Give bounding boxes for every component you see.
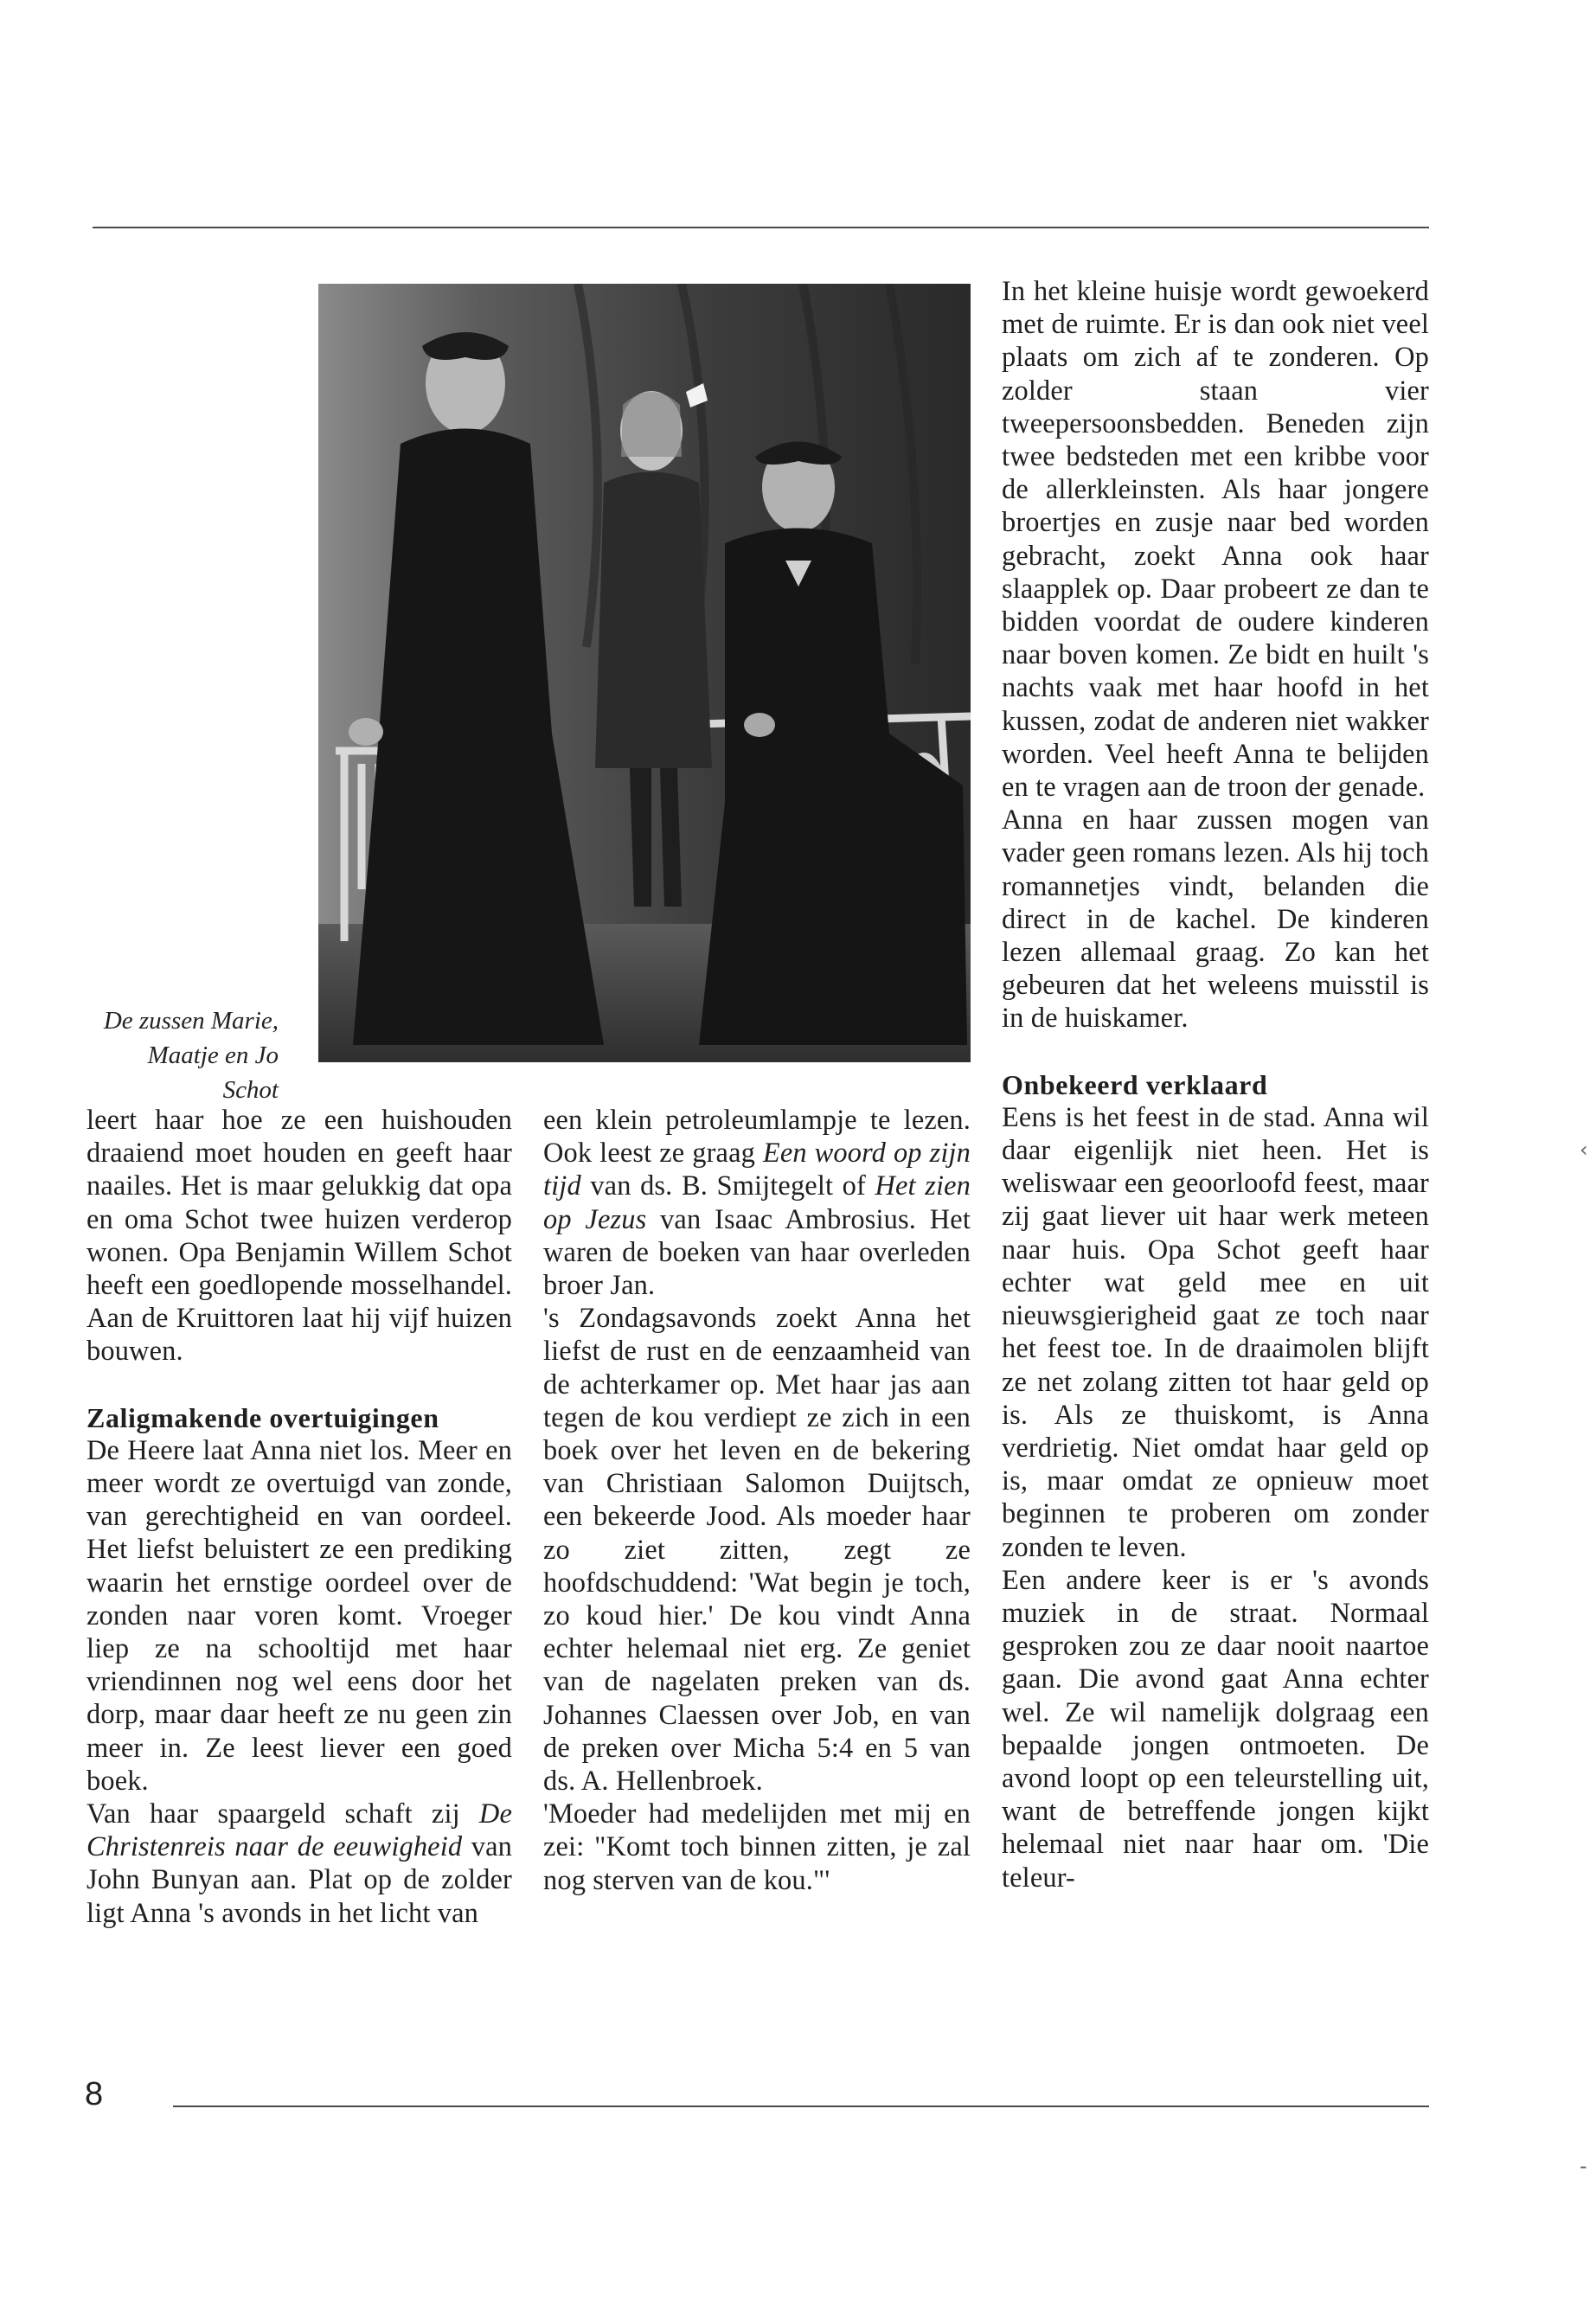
paragraph: 'Moeder had medelijden met mij en zei: "Komt toch binnen zitten, je zal nog sterven van de kou."': [543, 1798, 971, 1896]
paragraph: Anna en haar zussen mogen van vader geen romans lezen. Als hij toch romannetjes vindt, belanden die direct in de kachel. De kinderen lezen allemaal graag. Zo kan het gebeuren dat het weleens muisstil is in de huiskamer.: [1002, 804, 1429, 1035]
photo-illustration: [318, 284, 971, 1062]
caption-line: Maatje en Jo Schot: [147, 1042, 279, 1104]
text-run: van John Bunyan aan. Plat op de zolder ligt Anna 's avonds in het licht van: [87, 1831, 513, 1929]
paragraph: [543, 1104, 971, 1302]
edge-mark-icon: ‹: [1580, 1138, 1588, 1162]
text-run: van ds. B. Smijtegelt of: [580, 1170, 875, 1202]
book-title: Het zien op Jezus: [543, 1170, 971, 1235]
text-column-1: [87, 1104, 512, 1930]
book-title: Een woord op zijn tijd: [543, 1138, 971, 1202]
paragraph: In het kleine huisje wordt gewoekerd met de ruimte. Er is dan ook niet veel plaats om zich af te zonderen. Op zolder staan vier tweepersoonsbedden. Beneden zijn twee bedsteden met een kribbe voor de allerkleinsten. Als haar jongere broertjes en zusje naar bed worden gebracht, zoekt Anna ook haar slaapplek op. Daar probeert ze dan te bidden voordat de oudere kinderen naar boven komen. Ze bidt en huilt 's nachts vaak met haar hoofd in het kussen, zodat de anderen niet wakker worden. Veel heeft Anna te belijden en te vragen aan de troon der genade.: [1002, 276, 1429, 804]
caption-line: De zussen Marie,: [103, 1007, 279, 1035]
section-heading: Onbekeerd verklaard: [1002, 1068, 1268, 1100]
top-rule: [93, 227, 1429, 228]
text-run: Van haar spaargeld schaft zij: [87, 1798, 479, 1830]
text-run: van Isaac Ambrosius. Het waren de boeken van haar overleden broer Jan.: [543, 1203, 971, 1302]
text-run: een klein petroleumlampje te lezen. Ook leest ze graag: [543, 1105, 971, 1170]
family-photo: [318, 284, 971, 1062]
paragraph: De Heere laat Anna niet los. Meer en meer wordt ze overtuigd van zonde, van gerechtigheid en van oordeel. Het liefst beluistert ze een prediking waarin het ernstige oordeel over de zonden naar voren komt. Vroeger liep ze na schooltijd met haar vriendinnen nog wel eens door het dorp, maar daar heeft ze nu geen zin meer in. Ze leest liever een goed boek.: [87, 1434, 512, 1797]
edge-mark-icon: -: [1580, 2154, 1587, 2178]
bottom-rule: [173, 2106, 1429, 2107]
page-number: 8: [85, 2076, 104, 2112]
section-heading: Zaligmakende overtuigingen: [87, 1401, 439, 1433]
paragraph: leert haar hoe ze een huishouden draaiend moet houden en geeft haar naailes. Het is maar gelukkig dat opa en oma Schot twee huizen verderop wonen. Opa Benjamin Willem Schot heeft een goedlopende mosselhandel. Aan de Kruittoren laat hij vijf huizen bouwen.: [87, 1105, 512, 1368]
paragraph: 's Zondagsavonds zoekt Anna het liefst de rust en de eenzaamheid van de achterkamer op. Met haar jas aan tegen de kou verdiept ze zich in een boek over het leven en de bekering van Christiaan Salomon Duijtsch, een bekeerde Jood. Als moeder haar zo ziet zitten, zegt ze hoofdschuddend: 'Wat begin je toch, zo koud hier.' De kou vindt Anna echter helemaal niet erg. Ze geniet van de nagelaten preken van ds. Johannes Claessen over Job, en van de preken over Micha 5:4 en 5 van ds. A. Hellenbroek.: [543, 1303, 971, 1798]
paragraph: Eens is het feest in de stad. Anna wil daar eigenlijk niet heen. Het is weliswaar een geoorloofd feest, maar zij gaat liever uit haar werk meteen naar huis. Opa Schot geeft haar echter wat geld mee en uit nieuwsgierigheid gaat ze toch naar het feest toe. In de draaimolen blijft ze net zolang zitten tot haar geld op is. Als ze thuiskomt, is Anna verdrietig. Niet omdat haar geld op is, maar omdat ze opnieuw moet beginnen te proberen om zonder zonden te leven.: [1002, 1101, 1429, 1563]
book-title: De Christenreis naar de eeuwigheid: [87, 1798, 512, 1863]
paragraph: Een andere keer is er 's avonds muziek in de straat. Normaal gesproken zou ze daar nooit naartoe gaan. Die avond gaat Anna echter wel. Ze wil namelijk dolgraag een bepaalde jongen ontmoeten. De avond loopt op een teleurstelling uit, want de betreffende jongen kijkt helemaal niet naar haar om. 'Die teleur-: [1002, 1564, 1429, 1894]
text-column-2: [543, 1104, 971, 1897]
paragraph: [87, 1798, 512, 1930]
text-column-3: [1002, 275, 1429, 1894]
photo-caption: [87, 1003, 279, 1107]
